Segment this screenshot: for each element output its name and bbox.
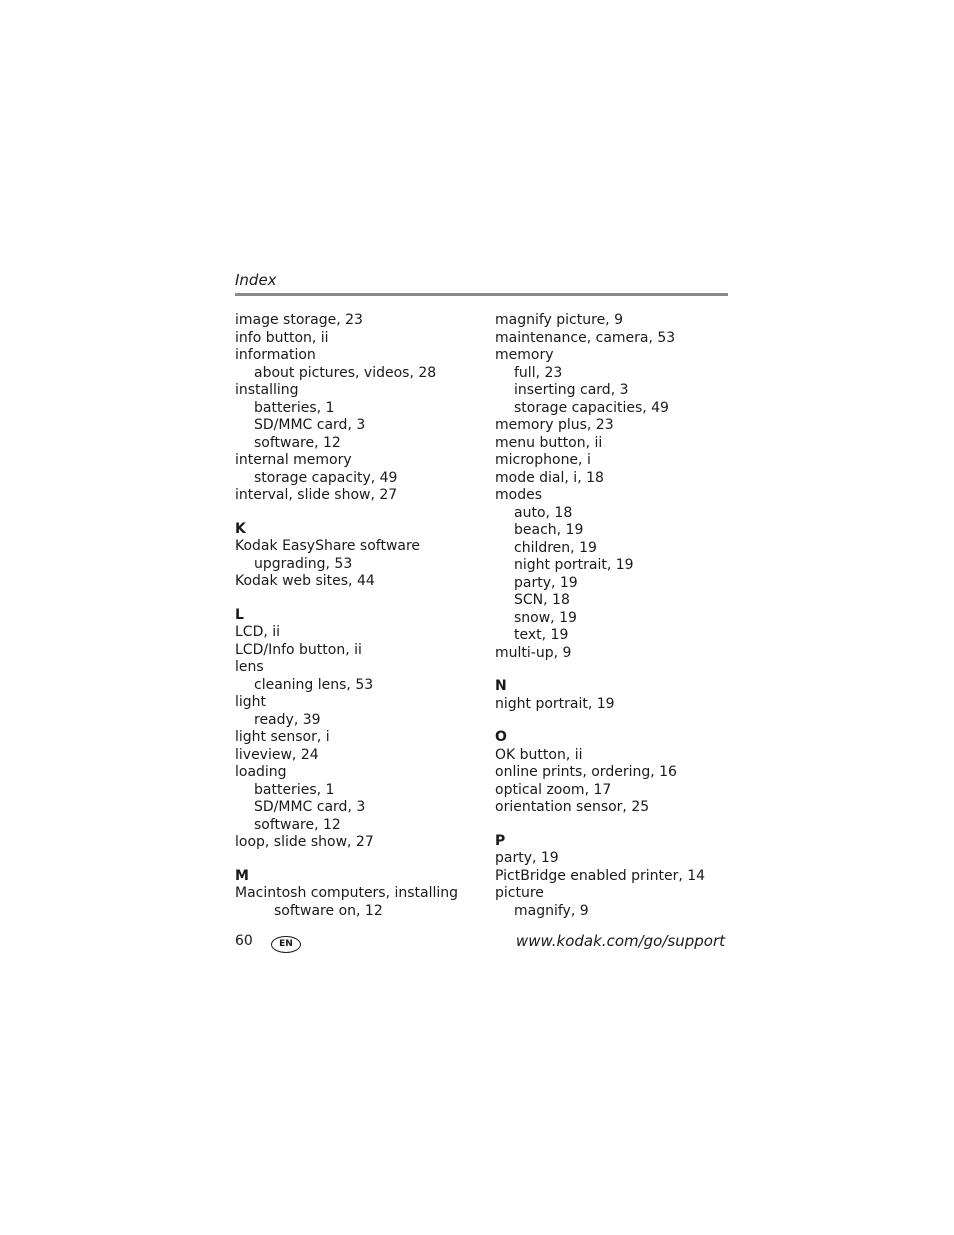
- language-badge: EN: [271, 936, 301, 953]
- index-entry: magnify picture, 9: [495, 312, 623, 328]
- index-entry: memory: [495, 347, 554, 363]
- index-entry: loop, slide show, 27: [235, 834, 374, 850]
- index-entry: lens: [235, 659, 264, 675]
- index-entry: information: [235, 347, 316, 363]
- index-subentry: upgrading, 53: [254, 555, 353, 572]
- index-subentry: beach, 19: [514, 522, 584, 538]
- index-letter-heading: N: [495, 678, 507, 694]
- index-subentry: storage capacity, 49: [254, 469, 398, 486]
- index-entry: Kodak web sites, 44: [235, 573, 375, 589]
- index-subentry: about pictures, videos, 28: [254, 364, 437, 381]
- index-subentry: cleaning lens, 53: [254, 676, 374, 693]
- index-entry: menu button, ii: [495, 434, 603, 451]
- index-subentry: snow, 19: [514, 609, 577, 626]
- index-subentry: night portrait, 19: [514, 557, 634, 573]
- index-entry: picture: [495, 885, 544, 901]
- header-divider: [235, 293, 728, 296]
- index-subentry: children, 19: [514, 539, 597, 556]
- index-column-left: [235, 312, 475, 920]
- index-entry: interval, slide show, 27: [235, 487, 398, 503]
- index-entry: LCD, ii: [235, 624, 281, 640]
- support-url: www.kodak.com/go/support: [515, 932, 725, 950]
- page-number: 60: [235, 933, 253, 949]
- index-subentry: auto, 18: [514, 504, 573, 521]
- index-entry: liveview, 24: [235, 746, 319, 763]
- index-subentry: storage capacities, 49: [514, 399, 669, 416]
- index-letter-heading: M: [235, 867, 249, 884]
- index-subentry: SD/MMC card, 3: [254, 799, 366, 815]
- index-letter-heading: O: [495, 729, 507, 745]
- index-entry: multi-up, 9: [495, 644, 572, 661]
- index-subentry: software, 12: [254, 434, 341, 451]
- index-subentry: inserting card, 3: [514, 382, 629, 398]
- index-entry: memory plus, 23: [495, 417, 614, 433]
- index-letter-heading: L: [235, 606, 244, 623]
- index-continuation: software on, 12: [274, 902, 383, 919]
- index-entry: online prints, ordering, 16: [495, 764, 677, 780]
- index-subentry: SCN, 18: [514, 592, 570, 608]
- index-subentry: software, 12: [254, 816, 341, 833]
- index-column-right: [495, 312, 735, 920]
- index-entry: maintenance, camera, 53: [495, 329, 676, 346]
- index-entry: night portrait, 19: [495, 695, 615, 712]
- index-entry: internal memory: [235, 452, 352, 468]
- index-entry: LCD/Info button, ii: [235, 641, 362, 658]
- index-entry: OK button, ii: [495, 746, 583, 763]
- index-letter-heading: K: [235, 520, 246, 537]
- index-entry: optical zoom, 17: [495, 781, 612, 798]
- index-entry: microphone, i: [495, 452, 591, 468]
- index-subentry: text, 19: [514, 627, 569, 643]
- index-entry: light: [235, 694, 267, 710]
- index-letter-heading: P: [495, 832, 506, 849]
- index-subentry: batteries, 1: [254, 781, 335, 798]
- index-entry: installing: [235, 382, 299, 398]
- index-subentry: ready, 39: [254, 711, 321, 728]
- index-subentry: batteries, 1: [254, 399, 335, 416]
- index-subentry: SD/MMC card, 3: [254, 417, 366, 433]
- index-entry: info button, ii: [235, 329, 329, 346]
- index-entry: modes: [495, 487, 542, 503]
- index-entry: image storage, 23: [235, 312, 363, 328]
- index-entry: light sensor, i: [235, 729, 330, 745]
- index-subentry: party, 19: [514, 574, 578, 591]
- index-entry: mode dial, i, 18: [495, 469, 604, 486]
- index-entry: Kodak EasyShare software: [235, 538, 421, 554]
- page-header-title: Index: [235, 271, 277, 289]
- index-entry: party, 19: [495, 850, 559, 866]
- index-entry: Macintosh computers, installing: [235, 885, 459, 901]
- index-entry: PictBridge enabled printer, 14: [495, 867, 706, 884]
- index-subentry: full, 23: [514, 364, 563, 381]
- index-entry: loading: [235, 764, 287, 780]
- index-subentry: magnify, 9: [514, 902, 589, 919]
- index-entry: orientation sensor, 25: [495, 799, 650, 815]
